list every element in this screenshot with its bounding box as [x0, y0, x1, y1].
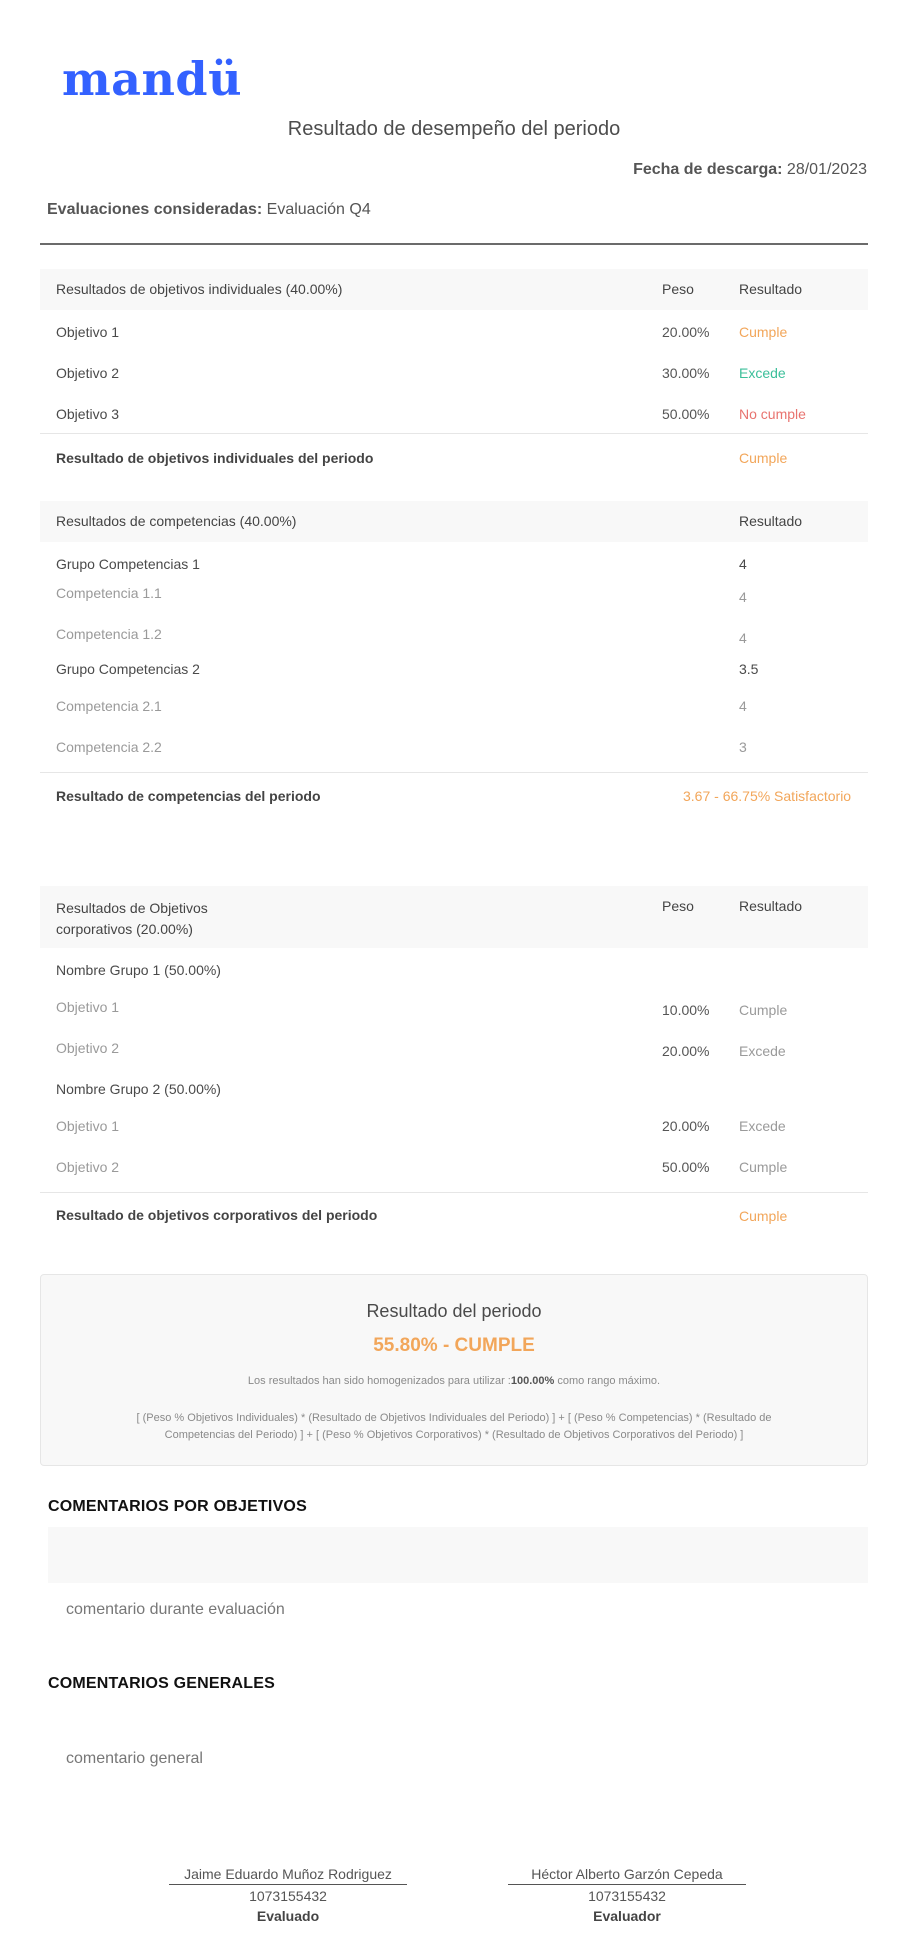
total-label: Resultado de competencias del periodo	[56, 788, 321, 804]
general-comment-text: comentario general	[66, 1750, 203, 1767]
group-row	[40, 948, 868, 985]
row-name: Objetivo 3	[56, 406, 120, 422]
col-resultado: Resultado	[739, 898, 803, 914]
general-comments-heading: COMENTARIOS GENERALES	[48, 1675, 276, 1692]
period-value: 55.80% - CUMPLE	[373, 1335, 535, 1356]
group-result: 4	[739, 556, 747, 572]
table-row	[40, 392, 868, 433]
row-result: 4	[739, 589, 747, 605]
row-result: Excede	[739, 1118, 786, 1134]
group-row	[40, 655, 868, 692]
col-peso: Peso	[662, 898, 694, 914]
note-before: Los resultados han sido homogenizados para utilizar :	[247, 1375, 511, 1387]
row-peso: 10.00%	[662, 1002, 710, 1018]
table-header	[40, 886, 868, 948]
row-name: Competencia 1.1	[56, 585, 162, 601]
group-row	[40, 542, 868, 579]
total-row	[40, 772, 868, 820]
row-peso: 50.00%	[662, 406, 710, 422]
comments-band	[48, 1527, 868, 1583]
table-row	[40, 1026, 868, 1076]
group-name: Grupo Competencias 1	[56, 556, 200, 572]
period-formula: [ (Peso % Objetivos Individuales) * (Resultado de Objetivos Individuales del Periodo) ] + [ (Peso % Competencias) * (Resultado de Competencias del Periodo) ] + [ (Peso % Objetivos Corporativos) * (Resultado de Objetivos Corporativos del Periodo) ]	[136, 1412, 772, 1441]
period-title: Resultado del periodo	[366, 1301, 542, 1321]
row-name: Competencia 2.2	[56, 739, 162, 755]
signer-role: Evaluado	[256, 1908, 320, 1924]
table-row	[40, 733, 868, 772]
note-bold: 100.00%	[510, 1375, 555, 1387]
row-name: Objetivo 2	[56, 1040, 120, 1056]
total-row	[40, 433, 868, 481]
row-name: Objetivo 2	[56, 1159, 120, 1175]
download-label: Fecha de descarga:	[633, 161, 783, 178]
row-result: 4	[739, 698, 747, 714]
table-header	[40, 269, 868, 310]
total-row	[40, 1192, 868, 1240]
table-row	[40, 579, 868, 620]
row-peso: 20.00%	[662, 324, 710, 340]
col-resultado: Resultado	[739, 513, 803, 529]
row-name: Objetivo 2	[56, 365, 120, 381]
row-result: 3	[739, 739, 747, 755]
row-name: Objetivo 1	[56, 1118, 120, 1134]
table-row	[40, 310, 868, 351]
total-result: Cumple	[739, 450, 788, 466]
col-resultado: Resultado	[739, 281, 803, 297]
row-name: Competencia 2.1	[56, 698, 162, 714]
row-result: Excede	[739, 1043, 786, 1059]
table-row	[40, 1113, 868, 1154]
download-date	[633, 161, 867, 179]
mandu-logo: mandü	[62, 52, 243, 106]
row-result: 4	[739, 630, 747, 646]
row-result: Cumple	[739, 1159, 788, 1175]
period-note	[41, 1375, 867, 1387]
corporate-objectives-table	[40, 886, 868, 1240]
section-title	[56, 898, 208, 940]
row-result: Cumple	[739, 324, 788, 340]
table-row	[40, 351, 868, 392]
group-row	[40, 1076, 868, 1113]
signature-evaluado	[169, 1866, 407, 1924]
section-title: Resultados de objetivos individuales (40.00%)	[56, 281, 343, 297]
table-row	[40, 1154, 868, 1192]
table-row	[40, 985, 868, 1026]
signer-name: Jaime Eduardo Muñoz Rodriguez	[169, 1866, 407, 1885]
signer-id: 1073155432	[249, 1888, 327, 1904]
col-peso: Peso	[662, 281, 694, 297]
table-header	[40, 501, 868, 542]
objectives-comment-text: comentario durante evaluación	[66, 1601, 285, 1618]
competencias-table	[40, 501, 868, 820]
table-row	[40, 692, 868, 733]
row-peso: 20.00%	[662, 1043, 710, 1059]
signer-role: Evaluador	[593, 1908, 661, 1924]
row-result: No cumple	[739, 406, 806, 422]
page-title: Resultado de desempeño del periodo	[287, 118, 621, 140]
evaluations-considered	[47, 201, 371, 219]
group-name: Nombre Grupo 1 (50.00%)	[56, 962, 221, 978]
table-row	[40, 620, 868, 655]
row-result: Cumple	[739, 1002, 788, 1018]
row-name: Objetivo 1	[56, 324, 120, 340]
section-title: Resultados de competencias (40.00%)	[56, 513, 297, 529]
row-name: Objetivo 1	[56, 999, 120, 1015]
signer-name: Héctor Alberto Garzón Cepeda	[508, 1866, 746, 1885]
header-divider	[40, 243, 868, 245]
signer-id: 1073155432	[588, 1888, 666, 1904]
section-title-line2: corporativos (20.00%)	[56, 921, 193, 937]
row-peso: 30.00%	[662, 365, 710, 381]
period-result-box	[40, 1274, 868, 1466]
group-name: Grupo Competencias 2	[56, 661, 200, 677]
total-label: Resultado de objetivos individuales del periodo	[56, 450, 374, 466]
objectives-comments-heading: COMENTARIOS POR OBJETIVOS	[48, 1498, 307, 1515]
group-result: 3.5	[739, 661, 759, 677]
section-title-line1: Resultados de Objetivos	[56, 900, 208, 916]
total-result: 3.67 - 66.75% Satisfactorio	[683, 788, 852, 804]
signature-evaluador	[508, 1866, 746, 1924]
download-value: 28/01/2023	[786, 161, 867, 178]
note-after: como rango máximo.	[554, 1375, 661, 1387]
total-label: Resultado de objetivos corporativos del periodo	[56, 1207, 378, 1223]
evals-value: Evaluación Q4	[266, 201, 371, 218]
individual-objectives-table	[40, 269, 868, 481]
row-peso: 20.00%	[662, 1118, 710, 1134]
row-peso: 50.00%	[662, 1159, 710, 1175]
row-name: Competencia 1.2	[56, 626, 162, 642]
total-result: Cumple	[739, 1208, 788, 1224]
group-name: Nombre Grupo 2 (50.00%)	[56, 1081, 221, 1097]
evals-label: Evaluaciones consideradas:	[47, 201, 263, 218]
row-result: Excede	[739, 365, 786, 381]
